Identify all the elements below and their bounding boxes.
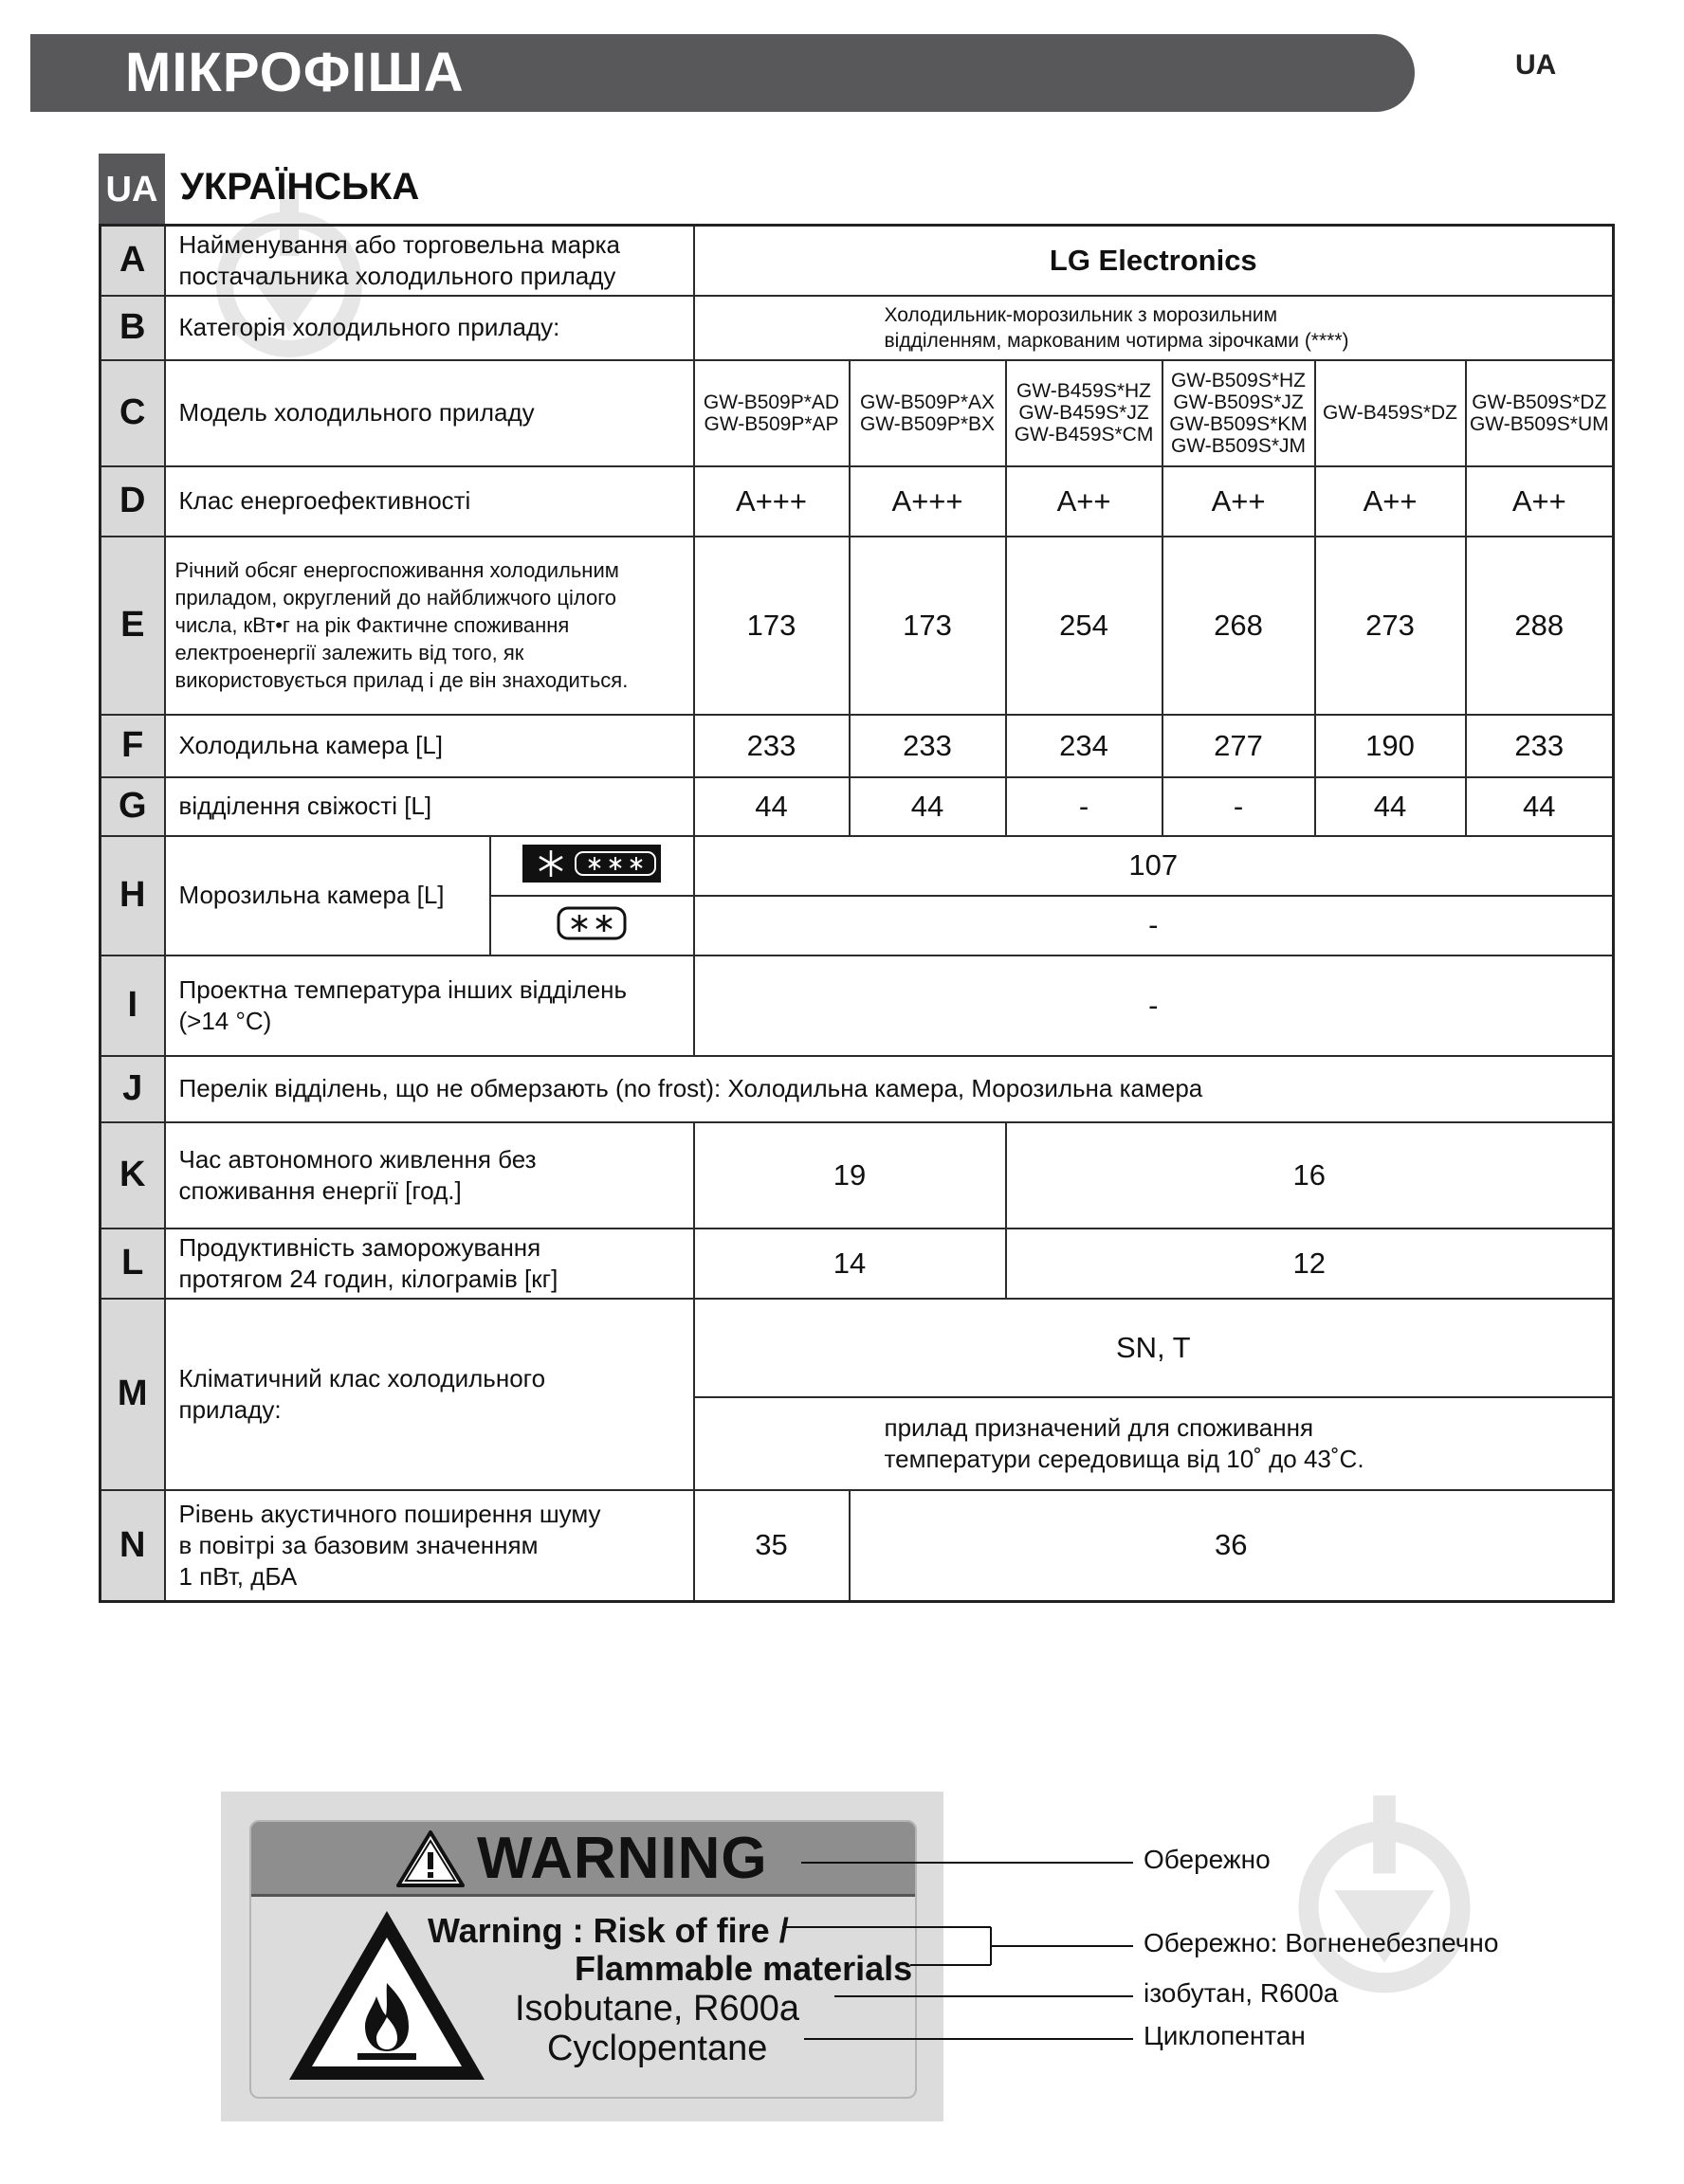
annual-consumption-label: Річний обсяг енергоспоживання холодильним приладом, округлений до найближчого цілого числа, кВт•г на рік Фактичне споживання електроенергії залежить від того, як використовується прилад і де він знаходиться. [165, 537, 694, 715]
supplier-label: Найменування або торговельна марка постачальника холодильного приладу [165, 226, 694, 296]
fridge-volume-value: 233 [850, 715, 1006, 777]
annual-consumption-value: 173 [694, 537, 850, 715]
no-frost-compartments: Перелік відділень, що не обмерзають (no frost): Холодильна камера, Морозильна камера [165, 1056, 1614, 1122]
climate-range-text: прилад призначений для споживання температури середовища від 10˚ до 43˚C. [694, 1397, 1614, 1490]
row-letter: K [101, 1122, 165, 1228]
row-letter: H [101, 836, 165, 956]
fresh-zone-value: - [1162, 777, 1315, 836]
page-title: МІКРОФІША [125, 42, 465, 103]
row-letter: F [101, 715, 165, 777]
freezer-volume-label: Морозильна камера [L] [165, 836, 490, 956]
model-cell: GW-B459S*HZ GW-B459S*JZ GW-B459S*CM [1006, 360, 1162, 466]
row-letter: I [101, 956, 165, 1056]
fridge-volume-value: 233 [1466, 715, 1614, 777]
row-letter: N [101, 1490, 165, 1602]
callout-warning: Обережно [1144, 1845, 1271, 1874]
noise-value: 36 [850, 1490, 1614, 1602]
energy-class-value: A++ [1466, 466, 1614, 537]
annual-consumption-value: 173 [850, 537, 1006, 715]
language-code: UA [1515, 49, 1557, 81]
noise-label: Рівень акустичного поширення шуму в повітрі за базовим значенням 1 пВт, дБА [165, 1490, 694, 1602]
row-letter: J [101, 1056, 165, 1122]
model-cell: GW-B509P*AX GW-B509P*BX [850, 360, 1006, 466]
energy-class-value: A+++ [850, 466, 1006, 537]
section-language-name: УКРАЇНСЬКА [180, 166, 420, 208]
autonomy-time-value: 16 [1006, 1122, 1614, 1228]
fridge-volume-value: 233 [694, 715, 850, 777]
category-label: Категорія холодильного приладу: [165, 296, 694, 360]
callout-fire: Обережно: Вогненебезпечно [1144, 1928, 1499, 1957]
energy-class-value: A+++ [694, 466, 850, 537]
four-star-volume-value: 107 [694, 836, 1614, 896]
section-language-badge: UA [99, 154, 165, 226]
climate-class-value: SN, T [694, 1299, 1614, 1397]
row-letter: M [101, 1299, 165, 1490]
energy-class-label: Клас енергоефективності [165, 466, 694, 537]
fresh-zone-label: відділення свіжості [L] [165, 777, 694, 836]
fridge-volume-value: 234 [1006, 715, 1162, 777]
fridge-volume-label: Холодильна камера [L] [165, 715, 694, 777]
warning-line-cyclopentane: Cyclopentane [547, 2029, 768, 2068]
annual-consumption-value: 254 [1006, 537, 1162, 715]
model-cell: GW-B509S*DZ GW-B509S*UM [1466, 360, 1614, 466]
row-letter: C [101, 360, 165, 466]
model-cell: GW-B509P*AD GW-B509P*AP [694, 360, 850, 466]
row-letter: G [101, 777, 165, 836]
fresh-zone-value: 44 [1466, 777, 1614, 836]
supplier-value: LG Electronics [694, 226, 1614, 296]
fresh-zone-value: - [1006, 777, 1162, 836]
model-cell: GW-B459S*DZ [1315, 360, 1466, 466]
noise-value: 35 [694, 1490, 850, 1602]
freezing-capacity-label: Продуктивність заморожування протягом 24 годин, кілограмів [кг] [165, 1228, 694, 1299]
freezing-capacity-value: 12 [1006, 1228, 1614, 1299]
callout-isobutane: ізобутан, R600a [1144, 1978, 1339, 2008]
fridge-volume-value: 277 [1162, 715, 1315, 777]
autonomy-time-label: Час автономного живлення без споживання енергії [год.] [165, 1122, 694, 1228]
warning-line-risk: Warning : Risk of fire / [428, 1911, 789, 1950]
two-star-volume-value: - [694, 896, 1614, 956]
fresh-zone-value: 44 [850, 777, 1006, 836]
fridge-volume-value: 190 [1315, 715, 1466, 777]
callout-cyclopentane: Циклопентан [1144, 2021, 1306, 2050]
annual-consumption-value: 288 [1466, 537, 1614, 715]
annual-consumption-value: 273 [1315, 537, 1466, 715]
energy-class-value: A++ [1006, 466, 1162, 537]
fresh-zone-value: 44 [694, 777, 850, 836]
category-value: Холодильник-морозильник з морозильним відділенням, маркованим чотирма зірочками (****) [694, 296, 1614, 360]
row-letter: L [101, 1228, 165, 1299]
row-letter: B [101, 296, 165, 360]
other-compartment-temp-label: Проектна температура інших відділень (>14 °C) [165, 956, 694, 1056]
warning-line-flammable: Flammable materials [575, 1949, 913, 1988]
climate-class-label: Кліматичний клас холодильного приладу: [165, 1299, 694, 1490]
annual-consumption-value: 268 [1162, 537, 1315, 715]
model-label: Модель холодильного приладу [165, 360, 694, 466]
warning-line-isobutane: Isobutane, R600a [515, 1989, 800, 2029]
energy-class-value: A++ [1315, 466, 1466, 537]
fresh-zone-value: 44 [1315, 777, 1466, 836]
other-compartment-temp-value: - [694, 956, 1614, 1056]
row-letter: D [101, 466, 165, 537]
row-letter: E [101, 537, 165, 715]
autonomy-time-value: 19 [694, 1122, 1006, 1228]
model-cell: GW-B509S*HZ GW-B509S*JZ GW-B509S*KM GW-B509S*JM [1162, 360, 1315, 466]
freezing-capacity-value: 14 [694, 1228, 1006, 1299]
energy-class-value: A++ [1162, 466, 1315, 537]
warning-title: WARNING [477, 1826, 768, 1891]
row-letter: A [101, 226, 165, 296]
